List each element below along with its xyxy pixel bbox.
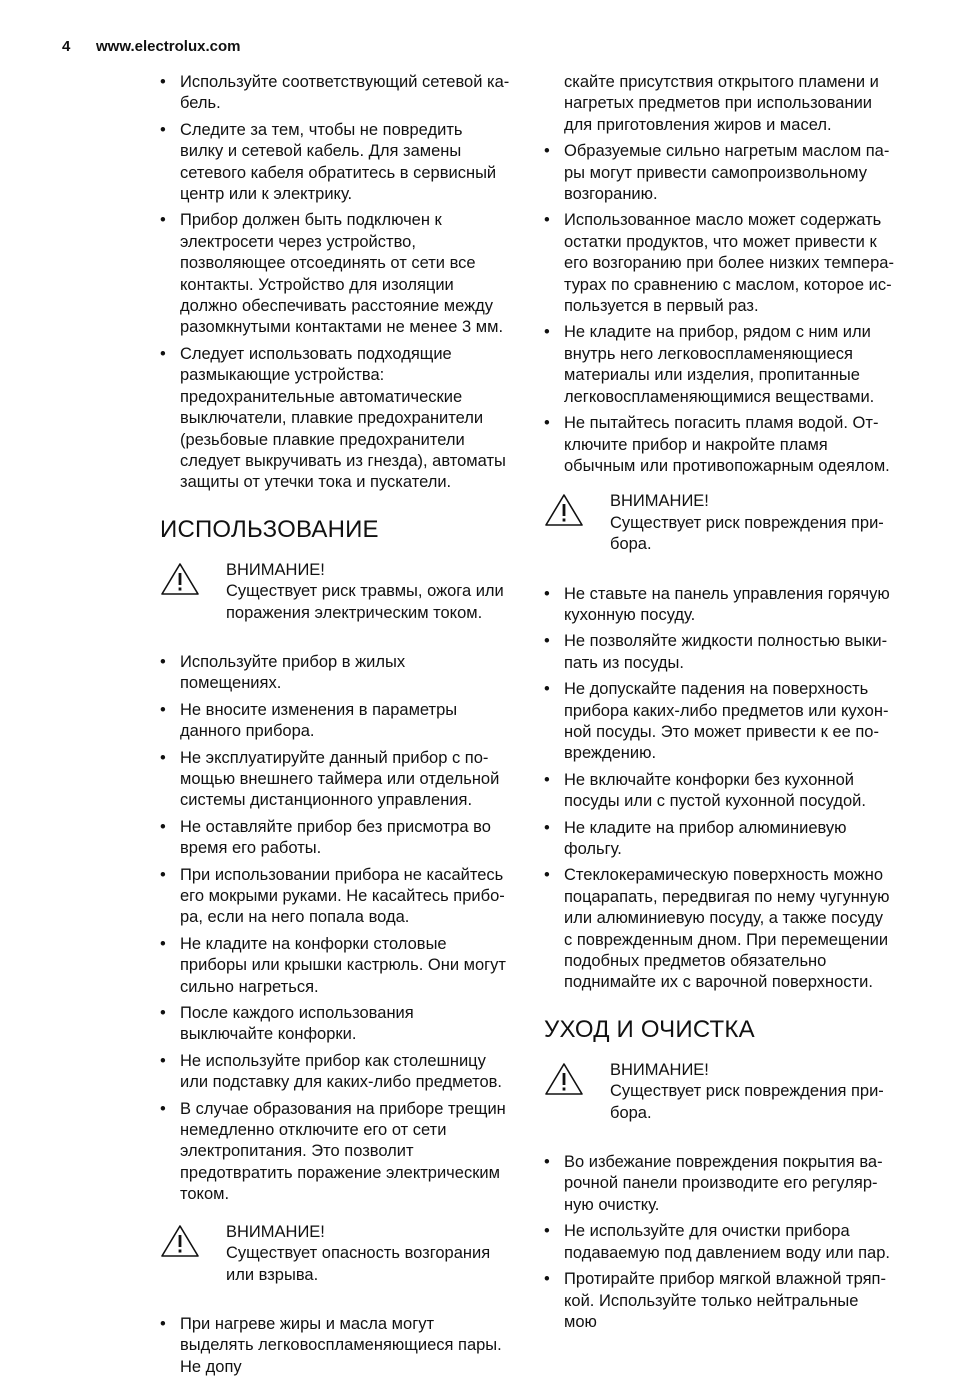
warning-text: Существует риск повреждения прибора. bbox=[610, 513, 884, 554]
warning-box bbox=[544, 491, 894, 555]
warning-title: ВНИМАНИЕ! bbox=[226, 560, 325, 579]
list-item: • Стеклокерамическую поверхность можно поцарапать, передвигая по нему чугунную или алюминиевую посуду, а также посуду с поврежденным дном. При перемещении подобных предметов обязательно поднимайте их с варочной поверхности. bbox=[544, 865, 894, 993]
list-item: • Не включайте конфорки без кухонной посуды или с пустой кухонной посудой. bbox=[544, 770, 894, 813]
list-item: • Не оставляйте прибор без присмотра во время его работы. bbox=[160, 817, 510, 860]
section-title-usage: ИСПОЛЬЗОВАНИЕ bbox=[160, 515, 379, 543]
list-item: • Не ставьте на панель управления горячую кухонную посуду. bbox=[544, 584, 894, 627]
list-item: • Не используйте для очистки прибора подаваемую под давлением воду или пар. bbox=[544, 1221, 894, 1264]
list-item: • Не кладите на прибор алюминиевую фольгу. bbox=[544, 818, 894, 861]
right-column bbox=[544, 72, 894, 1338]
bullet-list bbox=[160, 1314, 510, 1378]
list-item: • Используйте соответствующий сетевой кабель. bbox=[160, 72, 510, 115]
left-column bbox=[160, 72, 510, 1383]
page-number: 4 bbox=[62, 38, 71, 55]
warning-box bbox=[160, 560, 510, 624]
warning-text: Существует риск травмы, ожога или поражения электрическим током. bbox=[226, 582, 504, 622]
list-item: • Используйте прибор в жилых помещениях. bbox=[160, 652, 510, 695]
warning-box bbox=[544, 1060, 894, 1124]
list-item: • В случае образования на приборе трещин немедленно отключите его от сети электропитания. Это позволит предотвратить поражение электрическим током. bbox=[160, 1099, 510, 1206]
section-title-care: УХОД И ОЧИСТКА bbox=[544, 1015, 755, 1043]
list-item: • После каждого использования выключайте конфорки. bbox=[160, 1003, 510, 1046]
bullet-list bbox=[544, 1152, 894, 1333]
list-item: • Не эксплуатируйте данный прибор с помощью внешнего таймера или отдельной системы дистанционного управления. bbox=[160, 748, 510, 812]
list-item-continuation: скайте присутствия открытого пламени и нагретых предметов при использовании для приготовления жиров и масел. bbox=[564, 73, 879, 134]
list-item: • Образуемые сильно нагретым маслом пары могут привести самопроизвольному возгоранию. bbox=[544, 141, 894, 205]
list-item: • Прибор должен быть подключен к электросети через устройство, позволяющее отсоединять от сети все контакты. Устройство для изоляции должно обеспечивать расстояние между разомкнутыми контактами не менее 3 мм. bbox=[160, 210, 510, 338]
bullet-list bbox=[544, 72, 894, 477]
warning-box bbox=[160, 1222, 510, 1286]
bullet-list bbox=[160, 72, 510, 494]
list-item: • При использовании прибора не касайтесь его мокрыми руками. Не касайтесь прибора, если на него попала вода. bbox=[160, 865, 510, 929]
list-item: • Не используйте прибор как столешницу или подставку для каких-либо предметов. bbox=[160, 1051, 510, 1094]
list-item: • Следите за тем, чтобы не повредить вилку и сетевой кабель. Для замены сетевого кабеля обратитесь в сервисный центр или к электрику. bbox=[160, 120, 510, 206]
warning-text: Существует риск повреждения прибора. bbox=[610, 1082, 884, 1122]
list-item: • Не вносите изменения в параметры данного прибора. bbox=[160, 700, 510, 743]
warning-triangle-icon bbox=[160, 1222, 226, 1286]
warning-text: Существует опасность возгорания или взрыва. bbox=[226, 1244, 491, 1284]
bullet-list bbox=[160, 652, 510, 1206]
site-url: www.electrolux.com bbox=[96, 38, 241, 55]
list-item: • Не позволяйте жидкости полностью выкипать из посуды. bbox=[544, 631, 894, 674]
page-header bbox=[62, 38, 241, 55]
list-item: • Не допускайте падения на поверхность прибора каких-либо предметов или кухонной посуды. Это может привести к ее повреждению. bbox=[544, 679, 894, 765]
warning-triangle-icon bbox=[544, 1060, 610, 1124]
warning-triangle-icon bbox=[160, 560, 226, 624]
list-item: • Не кладите на прибор, рядом с ним или внутрь него легковоспламеняющиеся материалы или изделия, пропитанные легковоспламеняющимися веществами. bbox=[544, 322, 894, 408]
warning-title: ВНИМАНИЕ! bbox=[610, 492, 709, 511]
list-item: • Протирайте прибор мягкой влажной тряпкой. Используйте только нейтральные мою bbox=[544, 1269, 894, 1333]
warning-title: ВНИМАНИЕ! bbox=[610, 1060, 709, 1079]
list-item: • Во избежание повреждения покрытия варочной панели производите его регулярную очистку. bbox=[544, 1152, 894, 1216]
list-item: • Следует использовать подходящие размыкающие устройства: предохранительные автоматические выключатели, плавкие предохранители (резьбовые плавкие предохранители следует выкручивать из гнезда), автоматы защиты от утечки тока и пускатели. bbox=[160, 344, 510, 494]
list-item: • Не кладите на конфорки столовые приборы или крышки кастрюль. Они могут сильно нагреться. bbox=[160, 934, 510, 998]
bullet-list bbox=[544, 584, 894, 994]
warning-triangle-icon bbox=[544, 491, 610, 555]
list-item: • Не пытайтесь погасить пламя водой. Отключите прибор и накройте пламя обычным или противопожарным одеялом. bbox=[544, 413, 894, 477]
list-item: • Использованное масло может содержать остатки продуктов, что может привести к его возгоранию при более низких температурах по сравнению с маслом, которое используется в первый раз. bbox=[544, 210, 894, 317]
list-item: • При нагреве жиры и масла могут выделять легковоспламеняющиеся пары. Не допу bbox=[160, 1314, 510, 1378]
warning-title: ВНИМАНИЕ! bbox=[226, 1222, 325, 1241]
